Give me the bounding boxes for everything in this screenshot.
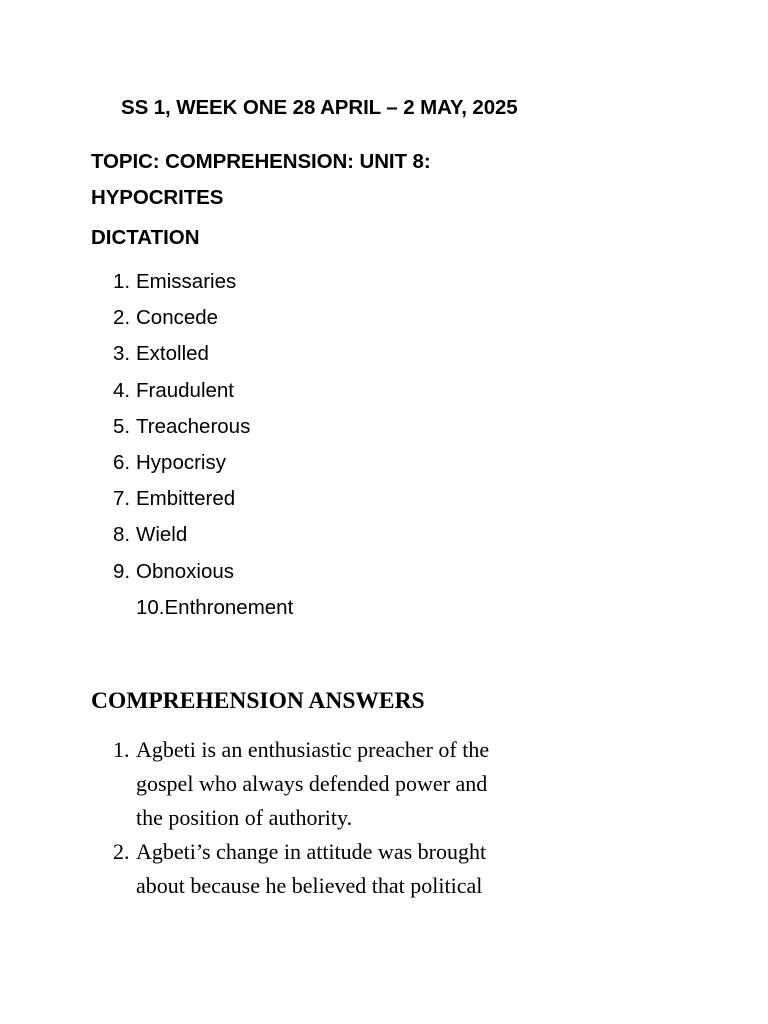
answer-number: 2. [113, 839, 130, 864]
answer-text [136, 733, 556, 835]
answer-line: Agbeti’s change in attitude was brought [136, 839, 487, 864]
dictation-number: 2. [113, 306, 131, 330]
dictation-word: Treacherous [136, 414, 251, 438]
dictation-heading: DICTATION [91, 226, 200, 249]
comprehension-answers-list [0, 733, 556, 903]
dictation-number: 9. [113, 559, 131, 583]
dictation-word: Emissaries [136, 270, 237, 293]
dictation-word: Hypocrisy [136, 450, 226, 474]
week-header: SS 1, WEEK ONE 28 APRIL – 2 MAY, 2025 [121, 96, 518, 119]
dictation-word: Enthronement [164, 595, 294, 619]
topic-line-2: HYPOCRITES [91, 186, 224, 209]
answer-text [136, 835, 556, 903]
dictation-number: 10. [136, 595, 165, 619]
dictation-number: 4. [113, 378, 131, 402]
dictation-number: 6. [113, 450, 131, 474]
dictation-word: Embittered [136, 487, 236, 511]
answer-line: about because he believed that political [136, 873, 483, 898]
comprehension-heading: COMPREHENSION ANSWERS [91, 688, 425, 714]
dictation-word: Concede [136, 306, 219, 330]
comprehension-answer [0, 835, 556, 903]
dictation-number: 3. [113, 342, 131, 366]
dictation-word: Extolled [136, 342, 209, 366]
dictation-item-10 [136, 596, 293, 620]
dictation-number: 8. [113, 523, 131, 547]
dictation-word: Obnoxious [136, 559, 235, 583]
topic-line-1: TOPIC: COMPREHENSION: UNIT 8: [91, 150, 431, 173]
dictation-number: 1. [113, 270, 131, 293]
answer-line: the position of authority. [136, 805, 353, 830]
dictation-number: 7. [113, 487, 131, 511]
dictation-word: Fraudulent [136, 378, 235, 402]
dictation-number: 5. [113, 414, 131, 438]
answer-line: gospel who always defended power and [136, 771, 488, 796]
answer-line: Agbeti is an enthusiastic preacher of the [136, 737, 490, 762]
dictation-word: Wield [136, 523, 188, 547]
topic-title [91, 144, 511, 216]
answer-number: 1. [113, 737, 130, 762]
comprehension-answer [0, 733, 556, 835]
